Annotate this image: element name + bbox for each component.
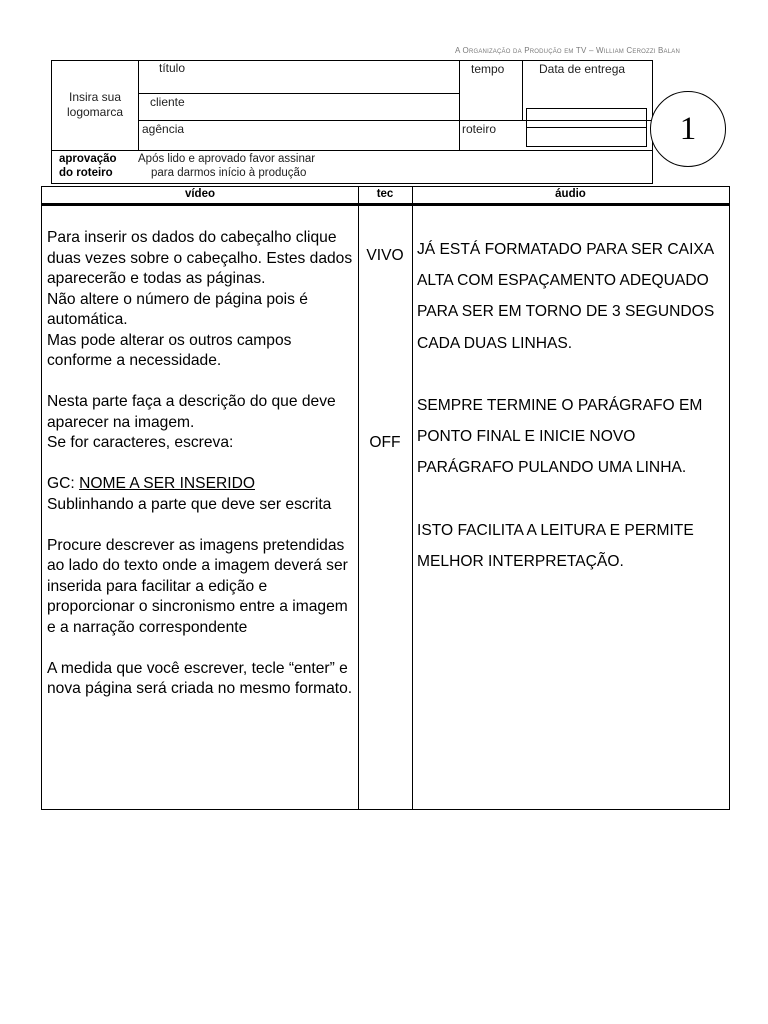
video-paragraph: Procure descrever as imagens pretendidas ao lado do texto onde a imagem deverá ser inserida para facilitar a edição e proporcionar o sincronismo entre a imagem e a narração correspondente <box>47 536 348 636</box>
logo-placeholder[interactable] <box>52 61 139 150</box>
gc-prefix: GC: <box>47 475 80 492</box>
approval-strip <box>51 149 653 184</box>
column-divider <box>412 187 413 809</box>
data-entrega-label[interactable]: Data de entrega <box>539 62 626 76</box>
audio-paragraph: ISTO FACILITA A LEITURA E PERMITE MELHOR INTERPRETAÇÃO. <box>417 521 694 570</box>
script-table <box>41 186 730 810</box>
column-header-tec: tec <box>376 188 394 200</box>
video-paragraph: Não altere o número de página pois é automática. <box>47 290 308 328</box>
divider <box>138 93 459 94</box>
tec-cue-vivo: VIVO <box>366 247 404 264</box>
audio-paragraph: SEMPRE TERMINE O PARÁGRAFO EM PONTO FINAL E INICIE NOVO PARÁGRAFO PULANDO UMA LINHA. <box>417 397 703 477</box>
logo-label-line2: logomarca <box>66 105 124 119</box>
gc-underlined-text: NOME A SER INSERIDO <box>79 475 255 492</box>
column-header-audio: áudio <box>555 188 586 200</box>
divider <box>527 127 646 128</box>
divider <box>459 61 460 150</box>
approval-text-line2: para darmos início à produção <box>151 167 307 179</box>
running-header: A Organização da Produção em TV – William Cerozzi Balan <box>455 46 681 55</box>
video-paragraph: Para inserir os dados do cabeçalho clique duas vezes sobre o cabeçalho. Estes dados aparecerão e todas as páginas. <box>47 229 353 287</box>
video-paragraph: Se for caracteres, escreva: <box>47 434 234 451</box>
agencia-field-label[interactable]: agência <box>142 122 185 136</box>
approval-label-line1: aprovação <box>59 153 117 165</box>
data-entrega-field[interactable] <box>526 108 647 147</box>
video-paragraph: A medida que você escrever, tecle “enter” e nova página será criada no mesmo formato. <box>47 659 353 697</box>
video-paragraph: Sublinhando a parte que deve ser escrita <box>47 495 332 513</box>
script-header <box>51 60 653 151</box>
approval-label-line2: do roteiro <box>59 167 113 179</box>
header-rule <box>42 203 729 206</box>
divider <box>522 61 523 120</box>
audio-paragraph: JÁ ESTÁ FORMATADO PARA SER CAIXA ALTA COM ESPAÇAMENTO ADEQUADO PARA SER EM TORNO DE 3 SEGUNDOS CADA DUAS LINHAS. <box>417 241 715 352</box>
tec-cue-off: OFF <box>369 434 401 451</box>
tempo-field-label[interactable]: tempo <box>471 62 505 76</box>
column-header-video: vídeo <box>184 188 216 200</box>
cliente-field-label[interactable]: cliente <box>150 95 185 109</box>
titulo-field-label[interactable]: título <box>159 61 186 75</box>
roteiro-field-label[interactable]: roteiro <box>462 122 497 136</box>
page-number: 1 <box>650 91 726 167</box>
logo-label-line1: Insira sua <box>68 90 122 104</box>
video-paragraph: Nesta parte faça a descrição do que deve aparecer na imagem. <box>47 393 336 431</box>
audio-column-text[interactable] <box>417 234 722 608</box>
column-divider <box>358 187 359 809</box>
video-paragraph: Mas pode alterar os outros campos conforme a necessidade. <box>47 331 292 369</box>
video-column-text[interactable] <box>47 228 355 720</box>
approval-text-line1: Após lido e aprovado favor assinar <box>138 153 316 165</box>
